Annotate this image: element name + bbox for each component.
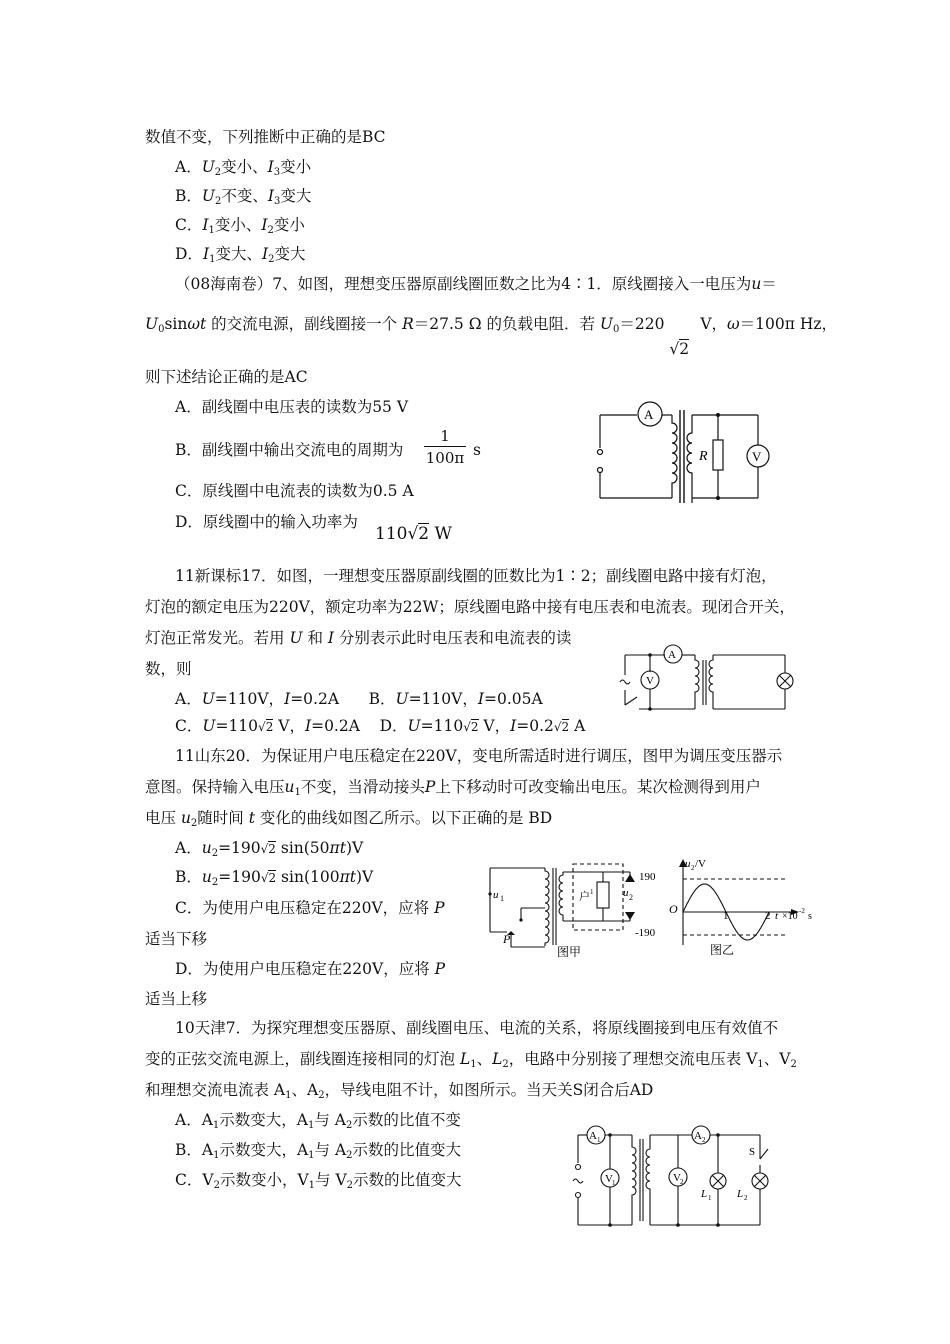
svg-text:P: P	[503, 932, 511, 946]
svg-text:1: 1	[723, 910, 729, 922]
q5-stem-line2: 变的正弦交流电源上，副线圈连接相同的灯泡 $L_1$、$L_2$，电路中分别接了理想交流电压表 $V_1$、$V_2$	[145, 1050, 797, 1070]
svg-text:V: V	[673, 1172, 681, 1184]
q5-option-c: C．$V_2$示数变小，$V_1$与 $V_2$示数的比值变大	[175, 1171, 462, 1191]
svg-text:1: 1	[500, 894, 504, 903]
svg-text:1: 1	[590, 888, 594, 896]
q3-stem-line4: 数，则	[145, 660, 192, 678]
q5-option-a: A．$A_1$示数变大，$A_1$与 $A_2$示数的比值不变	[175, 1111, 461, 1131]
svg-text:图乙: 图乙	[710, 943, 735, 957]
svg-text:V: V	[605, 1173, 613, 1185]
q2-circuit-figure	[595, 400, 795, 510]
svg-text:u: u	[623, 887, 629, 899]
q2-stem-line2: $U_0\sin\omega t$ 的交流电源，副线圈接一个 R＝27.5 Ω 的负载电阻．若 $U_0=220$ √2 V，ω＝100π Hz，	[145, 315, 838, 358]
q2-option-c: C．原线圈中电流表的读数为0.5 A	[175, 482, 414, 500]
svg-text:2: 2	[765, 910, 771, 922]
svg-text:/V: /V	[695, 858, 706, 870]
svg-text:图甲: 图甲	[557, 945, 582, 959]
svg-text:V: V	[646, 675, 654, 687]
q4-figure-b	[665, 855, 825, 960]
svg-text:×10: ×10	[782, 911, 798, 922]
svg-text:2: 2	[702, 1136, 706, 1144]
q1-option-a: A．$U_2$变小、$I_3$变小	[175, 158, 312, 178]
q2-stem-line3: 则下述结论正确的是AC	[145, 368, 308, 386]
q2-stem-line1: （08海南卷）7、如图，理想变压器原副线圈匝数之比为4∶1．原线圈接入一电压为u＝	[175, 275, 777, 293]
q3-stem-line2: 灯泡的额定电压为220V，额定功率为22W；原线圈电路中接有电压表和电流表。现闭合开关，	[145, 598, 795, 616]
svg-text:2: 2	[680, 1178, 684, 1186]
q4-figure-a	[485, 860, 665, 960]
svg-text:L: L	[701, 1188, 708, 1200]
svg-text:1: 1	[612, 1179, 616, 1187]
svg-text:O: O	[669, 902, 678, 916]
svg-text:R: R	[699, 449, 708, 464]
q1-option-b: B．$U_2$不变、$I_3$变大	[175, 187, 312, 207]
svg-text:A: A	[644, 407, 654, 422]
q4-option-c-line1: C．为使用户电压稳定在220V，应将 P	[175, 899, 445, 917]
svg-text:A: A	[668, 649, 676, 661]
q5-option-b: B．$A_1$示数变大，$A_1$与 $A_2$示数的比值变大	[175, 1141, 462, 1161]
q5-stem-line1: 10天津7．为探究理想变压器原、副线圈电压、电流的关系，将原线圈接到电压有效值不	[175, 1019, 779, 1037]
svg-text:s: s	[808, 911, 812, 922]
q4-stem-line2: 意图。保持输入电压$u_1$不变，当滑动接头P上下移动时可改变输出电压。某次检测得到用户	[145, 778, 761, 798]
svg-text:2: 2	[629, 893, 633, 902]
svg-text:-2: -2	[799, 907, 805, 915]
q3-stem-line1: 11新课标17．如图，一理想变压器原副线圈的匝数比为1∶2；副线圈电路中接有灯泡，	[175, 567, 777, 585]
q4-option-a: A．$u_2=190√2$ sin(50πt)V	[175, 839, 364, 859]
svg-text:A: A	[694, 1130, 702, 1142]
q3-options-cd: C．U=110√2 V，I=0.2A D．U=110√2 V，I=0.2√2 A	[175, 717, 586, 735]
q5-stem-line3: 和理想交流电流表 $A_1$、$A_2$，导线电阻不计，如图所示。当天关S闭合后AD	[145, 1081, 654, 1101]
svg-text:1: 1	[708, 1194, 712, 1202]
svg-text:u: u	[493, 889, 499, 901]
svg-text:1: 1	[597, 1136, 601, 1144]
svg-text:u: u	[685, 858, 691, 870]
svg-text:190: 190	[639, 871, 656, 883]
q3-stem-line3: 灯泡正常发光。若用 U 和 I 分别表示此时电压表和电流表的读	[145, 629, 572, 647]
q4-option-c-line2: 适当下移	[145, 930, 208, 948]
svg-text:2: 2	[691, 864, 695, 872]
q2-option-a: A．副线圈中电压表的读数为55 V	[175, 398, 409, 416]
svg-text:户: 户	[579, 891, 590, 903]
svg-text:V: V	[752, 449, 762, 464]
q4-option-d-line2: 适当上移	[145, 990, 208, 1008]
svg-text:L: L	[737, 1188, 744, 1200]
svg-text:2: 2	[744, 1194, 748, 1202]
q4-stem-line1: 11山东20．为保证用户电压稳定在220V，变电所需适时进行调压，图甲为调压变压器示	[175, 747, 783, 765]
q2-option-d: D．原线圈中的输入功率为	[175, 513, 358, 531]
q2-option-b: B．副线圈中输出交流电的周期为	[175, 441, 404, 459]
q4-option-b: B．$u_2=190√2$ sin(100πt)V	[175, 868, 374, 888]
q2-option-b-unit: s	[473, 441, 481, 459]
q2-option-b-fraction: $\frac{1}{100\pi}$	[425, 427, 465, 467]
q4-stem-line3: 电压 $u_2$随时间 t 变化的曲线如图乙所示。以下正确的是 BD	[145, 809, 553, 829]
q1-stem-tail: 数值不变，下列推断中正确的是BC	[145, 128, 386, 146]
q1-option-d: D．$I_1$变大、$I_2$变大	[175, 245, 306, 265]
q1-option-c: C．$I_1$变小、$I_2$变小	[175, 216, 305, 236]
q3-circuit-figure	[615, 645, 805, 720]
svg-text:t: t	[775, 910, 779, 922]
svg-text:S: S	[749, 1146, 756, 1158]
svg-text:-190: -190	[635, 927, 656, 939]
q4-option-d-line1: D．为使用户电压稳定在220V，应将 P	[175, 960, 446, 978]
q2-option-d-value: 110√2 W	[375, 524, 453, 544]
q3-options-ab: A．U=110V，I=0.2A B．U=110V，I=0.05A	[175, 690, 543, 708]
svg-text:A: A	[589, 1130, 597, 1142]
q5-circuit-figure	[570, 1125, 780, 1235]
